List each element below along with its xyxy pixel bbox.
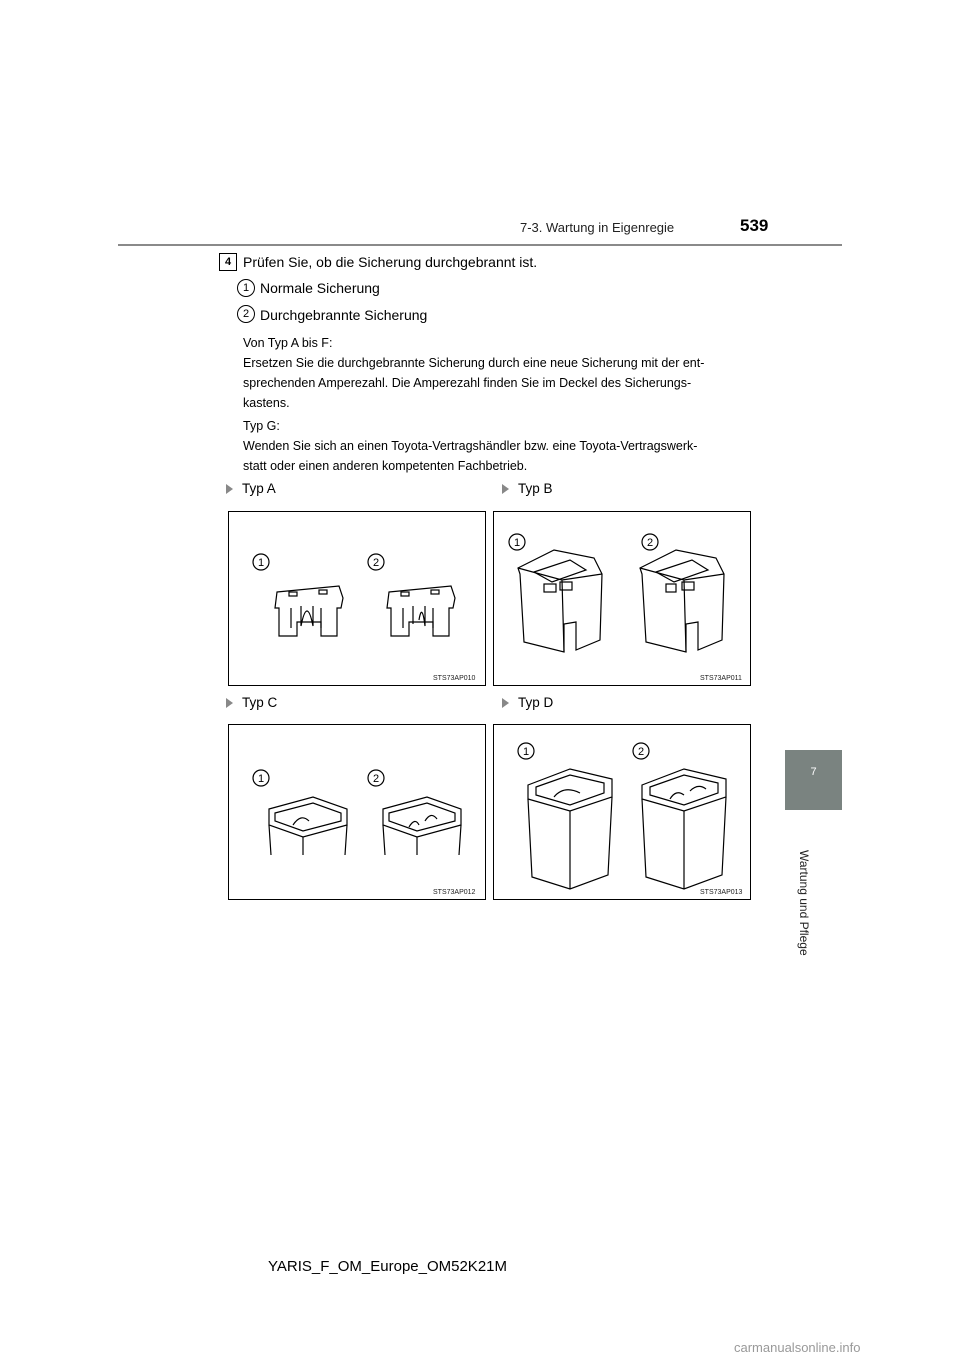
fuse-typ-c-illustration	[229, 725, 485, 899]
figure-typ-d	[493, 724, 751, 900]
chapter-tab	[785, 750, 842, 810]
callout-1: 1	[257, 557, 265, 569]
item-label-normal-fuse: Normale Sicherung	[260, 280, 380, 296]
fuse-typ-d-illustration	[494, 725, 750, 899]
item-label-blown-fuse: Durchgebrannte Sicherung	[260, 307, 428, 323]
figure-typ-b	[493, 511, 751, 686]
figure-label-typ-a: Typ A	[242, 481, 276, 496]
note-g-heading: Typ G:	[243, 419, 280, 433]
section-title: 7-3. Wartung in Eigenregie	[520, 220, 675, 235]
callout-2: 2	[637, 746, 645, 758]
fuse-typ-a-illustration	[229, 512, 485, 685]
step-text: Prüfen Sie, ob die Sicherung durchgebrannt ist.	[243, 254, 538, 270]
figure-label-typ-b: Typ B	[518, 481, 553, 496]
figure-typ-c	[228, 724, 486, 900]
fuse-typ-b-illustration	[494, 512, 750, 685]
figure-label-typ-c: Typ C	[242, 695, 278, 710]
note-a-to-f-line: kastens.	[243, 396, 290, 410]
chapter-number: 7	[810, 766, 817, 778]
figure-code: STS73AP012	[433, 889, 476, 896]
bullet-triangle-icon	[226, 484, 233, 494]
figure-code: STS73AP013	[700, 889, 743, 896]
header-divider	[118, 244, 842, 246]
bullet-triangle-icon	[226, 698, 233, 708]
note-a-to-f-line: Ersetzen Sie die durchgebrannte Sicherung durch eine neue Sicherung mit der ent-	[243, 356, 705, 370]
item-number-badge: 1	[237, 279, 255, 297]
bullet-triangle-icon	[502, 484, 509, 494]
note-g-line: Wenden Sie sich an einen Toyota-Vertragshändler bzw. eine Toyota-Vertragswerk-	[243, 439, 698, 453]
callout-2: 2	[372, 557, 380, 569]
bullet-triangle-icon	[502, 698, 509, 708]
note-g-line: statt oder einen anderen kompetenten Fachbetrieb.	[243, 459, 528, 473]
callout-2: 2	[646, 537, 654, 549]
figure-label-typ-d: Typ D	[518, 695, 554, 710]
figure-code: STS73AP010	[433, 675, 476, 682]
note-a-to-f-line: sprechenden Amperezahl. Die Amperezahl finden Sie im Deckel des Sicherungs-	[243, 376, 692, 390]
step-number-badge: 4	[219, 253, 237, 271]
page-number: 539	[740, 216, 769, 235]
figure-code: STS73AP011	[700, 675, 742, 682]
item-number-badge: 2	[237, 305, 255, 323]
note-a-to-f-heading: Von Typ A bis F:	[243, 336, 333, 350]
chapter-title: Wartung und Pflege	[797, 850, 811, 956]
callout-1: 1	[513, 537, 521, 549]
document-id: YARIS_F_OM_Europe_OM52K21M	[268, 1258, 507, 1275]
watermark: carmanualsonline.info	[734, 1340, 861, 1355]
figure-typ-a	[228, 511, 486, 686]
callout-1: 1	[522, 746, 530, 758]
callout-1: 1	[257, 773, 265, 785]
callout-2: 2	[372, 773, 380, 785]
